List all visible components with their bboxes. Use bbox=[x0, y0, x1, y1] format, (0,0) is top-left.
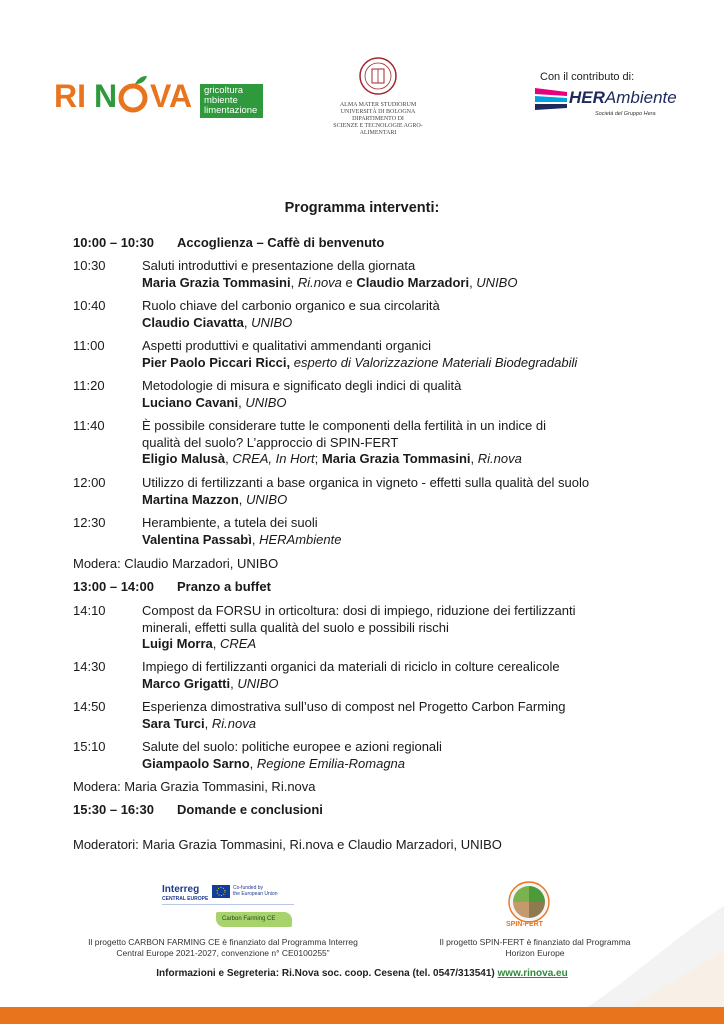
item-title-cont: minerali, effetti sulla qualità del suolo e possibili rischi bbox=[142, 619, 449, 635]
moderators-line: Moderatori: Maria Grazia Tommasini, Ri.nova e Claudio Marzadori, UNIBO bbox=[73, 837, 502, 852]
rinova-logo-va: VA bbox=[150, 78, 193, 114]
spinfert-funding-note: Il progetto SPIN-FERT è finanziato dal Programma Horizon Europe bbox=[439, 937, 631, 958]
session-label: Pranzo a buffet bbox=[177, 579, 271, 594]
session-label: Domande e conclusioni bbox=[177, 802, 323, 817]
rinova-logo bbox=[54, 78, 280, 118]
hera-word-rest: Ambiente bbox=[604, 88, 677, 107]
session-welcome bbox=[73, 235, 384, 250]
rinova-website-link[interactable]: www.rinova.eu bbox=[497, 968, 568, 979]
item-title: Ruolo chiave del carbonio organico e sua circolarità bbox=[142, 298, 440, 313]
unibo-logo bbox=[316, 56, 440, 136]
hera-word-bold: HER bbox=[569, 88, 605, 107]
item-title: Saluti introduttivi e presentazione della giornata bbox=[142, 258, 416, 273]
item-title: Compost da FORSU in orticoltura: dosi di impiego, riduzione dei fertilizzanti bbox=[142, 603, 576, 618]
item-time: 14:10 bbox=[73, 603, 106, 618]
info-line bbox=[0, 968, 724, 979]
item-time: 15:10 bbox=[73, 739, 106, 754]
info-text: Informazioni e Segreteria: Ri.Nova soc. coop. Cesena (tel. 0547/313541) bbox=[156, 968, 498, 979]
rinova-leaf-o-icon bbox=[117, 74, 149, 114]
item-title: Utilizzo di fertilizzanti a base organica in vigneto - effetti sulla qualità del suolo bbox=[142, 475, 590, 490]
session-time: 15:30 – 16:30 bbox=[73, 802, 154, 817]
item-speakers: Luigi Morra, CREA bbox=[142, 636, 257, 651]
item-time: 11:40 bbox=[73, 418, 105, 433]
unibo-line-4: SCIENZE E TECNOLOGIE AGRO-ALIMENTARI bbox=[333, 123, 423, 136]
cofunded-line-1: Co-funded by bbox=[233, 885, 264, 891]
session-time: 13:00 – 14:00 bbox=[73, 579, 154, 594]
herambiente-logo bbox=[533, 86, 677, 120]
item-time: 10:40 bbox=[73, 298, 106, 313]
rinova-logo-n: N bbox=[94, 78, 118, 114]
session-questions bbox=[73, 802, 323, 817]
item-time: 11:20 bbox=[73, 378, 105, 393]
item-time: 14:50 bbox=[73, 699, 106, 714]
hera-subtitle: Società del Gruppo Hera bbox=[595, 111, 656, 117]
item-speakers: Sara Turci, Ri.nova bbox=[142, 715, 256, 731]
moderator-morning: Modera: Claudio Marzadori, UNIBO bbox=[73, 556, 279, 571]
item-speakers: Martina Mazzon, UNIBO bbox=[142, 491, 288, 507]
item-title-cont: qualità del suolo? L’approccio di SPIN-FERT bbox=[142, 434, 399, 450]
interreg-divider bbox=[162, 904, 294, 905]
item-speakers: Pier Paolo Piccari Ricci, esperto di Valorizzazione Materiali Biodegradabili bbox=[142, 354, 578, 370]
item-title: Impiego di fertilizzanti organici da materiali di riciclo in colture cerealicole bbox=[142, 659, 560, 674]
item-speakers: Luciano Cavani, UNIBO bbox=[142, 394, 287, 410]
eu-flag-icon bbox=[212, 885, 230, 898]
unibo-seal-icon bbox=[358, 56, 398, 96]
item-time: 10:30 bbox=[73, 258, 106, 273]
unibo-line-2: UNIVERSITÀ DI BOLOGNA bbox=[340, 109, 416, 115]
item-speakers: Marco Grigatti, UNIBO bbox=[142, 675, 279, 691]
rinova-logo-ri: RI bbox=[54, 78, 86, 114]
item-title: Aspetti produttivi e qualitativi ammendanti organici bbox=[142, 338, 432, 353]
moderator-afternoon: Modera: Maria Grazia Tommasini, Ri.nova bbox=[73, 779, 316, 794]
item-speakers: Claudio Ciavatta, UNIBO bbox=[142, 314, 293, 330]
item-title: Herambiente, a tutela dei suoli bbox=[142, 515, 318, 530]
carbon-farming-label: Carbon Farming CE bbox=[222, 916, 276, 922]
spinfert-label: SPIN-FERT bbox=[506, 921, 543, 928]
unibo-line-1: ALMA MATER STUDIORUM bbox=[339, 102, 417, 108]
page-title: Programma interventi: bbox=[284, 200, 440, 216]
item-title: Salute del suolo: politiche europee e azioni regionali bbox=[142, 739, 442, 754]
item-speakers: Valentina Passabì, HERAmbiente bbox=[142, 531, 342, 547]
session-time: 10:00 – 10:30 bbox=[73, 235, 154, 250]
unibo-line-3: DIPARTIMENTO DI bbox=[352, 116, 404, 122]
item-time: 14:30 bbox=[73, 659, 106, 674]
session-lunch bbox=[73, 579, 271, 594]
rinova-tagline: gricoltura mbiente limentazione bbox=[200, 84, 263, 118]
item-speakers: Eligio Malusà, CREA, In Hort; Maria Grazia Tommasini, Ri.nova bbox=[142, 451, 522, 466]
carbon-farming-badge bbox=[216, 912, 292, 927]
item-title: Metodologie di misura e significato degli indici di qualità bbox=[142, 378, 462, 393]
footer-orange-band bbox=[0, 1007, 724, 1024]
item-time: 12:00 bbox=[73, 475, 106, 490]
cofunded-line-2: the European Union bbox=[233, 891, 278, 897]
decorative-wave-background bbox=[560, 900, 724, 1024]
interreg-region: CENTRAL EUROPE bbox=[162, 896, 209, 902]
item-title: Esperienza dimostrativa sull’uso di compost nel Progetto Carbon Farming bbox=[142, 699, 566, 714]
carbon-farming-funding-note: Il progetto CARBON FARMING CE è finanziato dal Programma Interreg Central Europe 2021-2027, convenzione n° CE0100255” bbox=[88, 937, 358, 958]
contributo-label: Con il contributo di: bbox=[540, 71, 635, 83]
item-speakers: Giampaolo Sarno, Regione Emilia-Romagna bbox=[142, 755, 406, 771]
interreg-name: Interreg bbox=[162, 884, 200, 895]
item-title: È possibile considerare tutte le componenti della fertilità in un indice di bbox=[142, 418, 546, 433]
session-label: Accoglienza – Caffè di benvenuto bbox=[177, 235, 385, 250]
item-speakers: Maria Grazia Tommasini, Ri.nova e Claudio Marzadori, UNIBO bbox=[142, 274, 518, 290]
item-time: 12:30 bbox=[73, 515, 106, 530]
hera-stripes-icon bbox=[533, 86, 569, 112]
item-time: 11:00 bbox=[73, 338, 105, 353]
